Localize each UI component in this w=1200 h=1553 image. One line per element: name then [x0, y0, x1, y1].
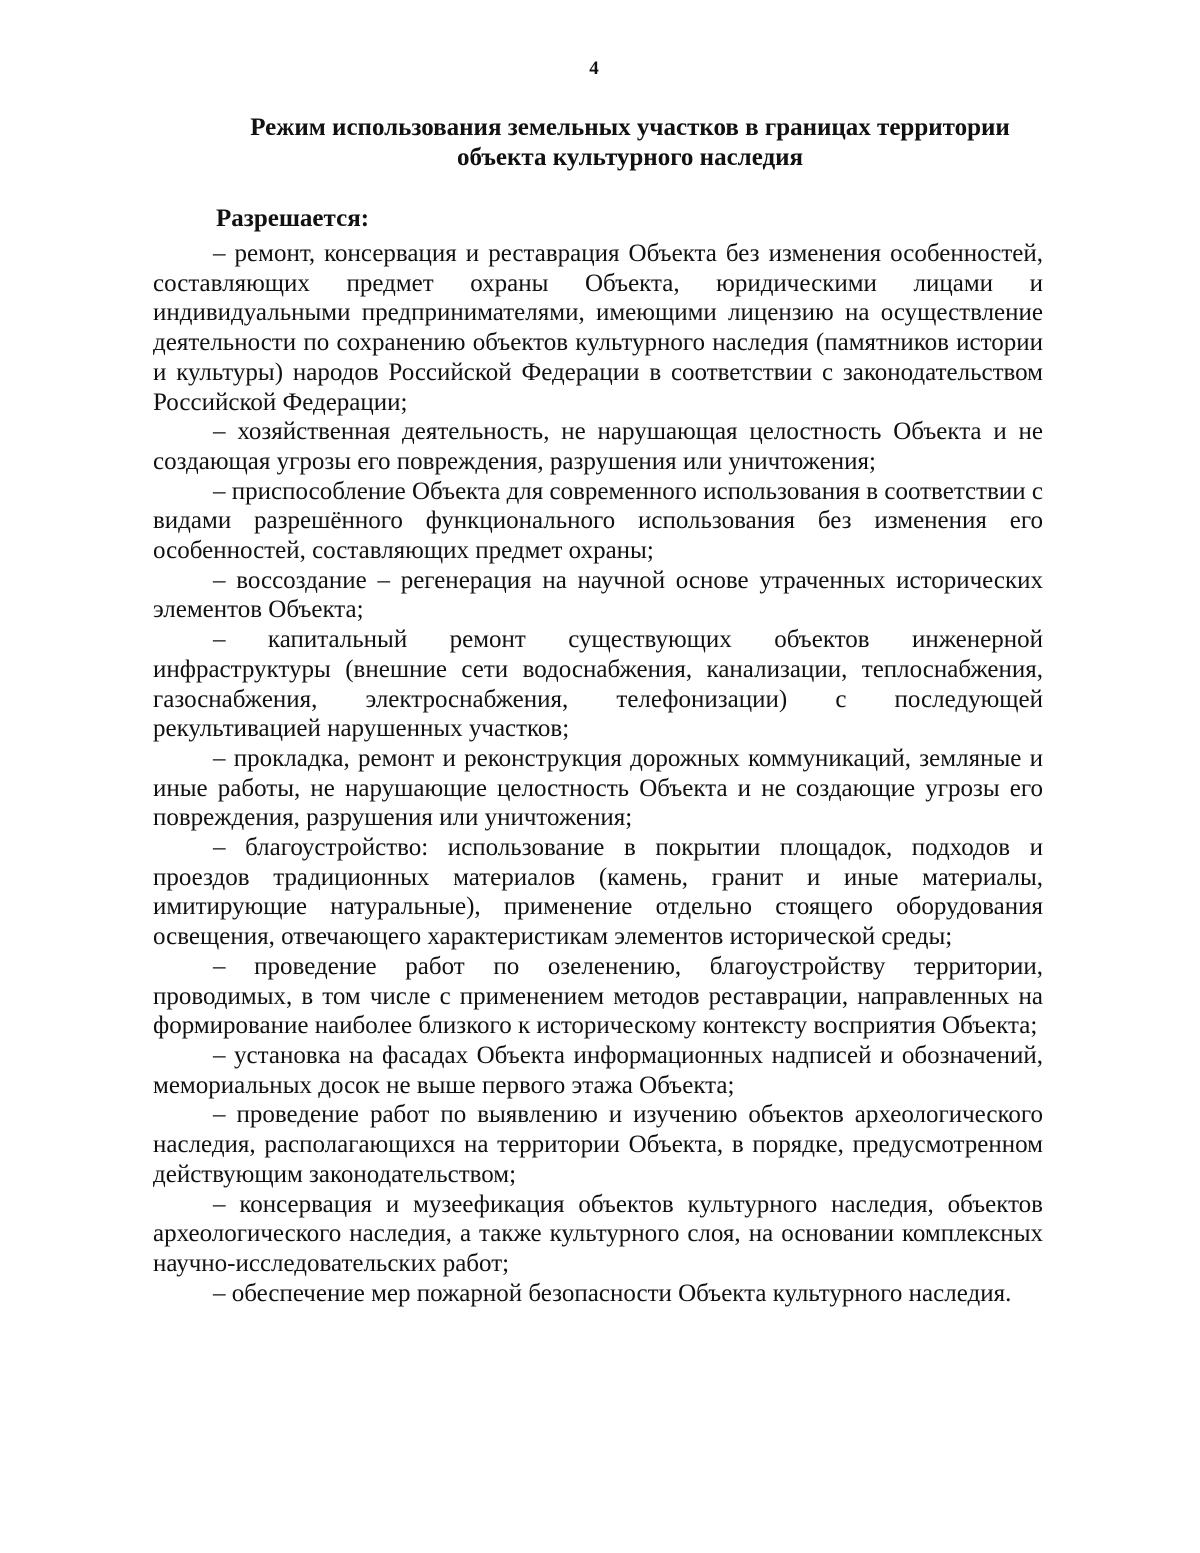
- list-item: – прокладка, ремонт и реконструкция дорожных коммуникаций, земляные и иные работы, не нарушающие целостность Объекта и не создающие угрозы его повреждения, разрушения или уничтожения;: [153, 744, 1043, 832]
- list-item: – капитальный ремонт существующих объектов инженерной инфраструктуры (внешние сети водоснабжения, канализации, теплоснабжения, газоснабжения, электроснабжения, телефонизации) с последующей рекультивацией нарушенных участков;: [153, 626, 1043, 743]
- list-item: – проведение работ по выявлению и изучению объектов археологического наследия, располагающихся на территории Объекта, в порядке, предусмотренном действующим законодательством;: [153, 1101, 1043, 1188]
- list-item: – проведение работ по озеленению, благоустройству территории, проводимых, в том числе с применением методов реставрации, направленных на формирование наиболее близкого к историческому контексту восприятия Объекта;: [153, 952, 1043, 1040]
- list-item: – установка на фасадах Объекта информационных надписей и обозначений, мемориальных досок не выше первого этажа Объекта;: [153, 1041, 1043, 1099]
- document-title: [200, 113, 1060, 173]
- list-item: – обеспечение мер пожарной безопасности Объекта культурного наследия.: [213, 1279, 1012, 1307]
- list-item: – консервация и музеефикация объектов культурного наследия, объектов археологического наследия, а также культурного слоя, на основании комплексных научно-исследовательских работ;: [153, 1190, 1043, 1277]
- page-number: 4: [589, 58, 599, 79]
- list-item: – ремонт, консервация и реставрация Объекта без изменения особенностей, составляющих предмет охраны Объекта, юридическими лицами и индивидуальными предпринимателями, имеющими лицензию на осуществление деятельности по сохранению объектов культурного наследия (памятников истории и культуры) народов Российской Федерации в соответствии с законодательством Российской Федерации;: [153, 240, 1043, 416]
- allowed-items-list: [153, 239, 1043, 1308]
- document-title-line-1: Режим использования земельных участков в границах территории: [250, 114, 1010, 141]
- list-item: – благоустройство: использование в покрытии площадок, подходов и проездов традиционных материалов (камень, гранит и иные материалы, имитирующие натуральные), применение отдельно стоящего оборудования освещения, отвечающего характеристикам элементов исторической среды;: [153, 834, 1043, 951]
- list-item: – хозяйственная деятельность, не нарушающая целостность Объекта и не создающая угрозы его повреждения, разрушения или уничтожения;: [153, 418, 1043, 475]
- document-title-line-2: объекта культурного наследия: [456, 144, 804, 171]
- list-item: – приспособление Объекта для современного использования в соответствии с видами разрешённого функционального использования без изменения его особенностей, составляющих предмет охраны;: [153, 477, 1043, 565]
- list-item: – воссоздание – регенерация на научной основе утраченных исторических элементов Объекта;: [153, 566, 1043, 624]
- allowed-heading: Разрешается:: [216, 205, 370, 232]
